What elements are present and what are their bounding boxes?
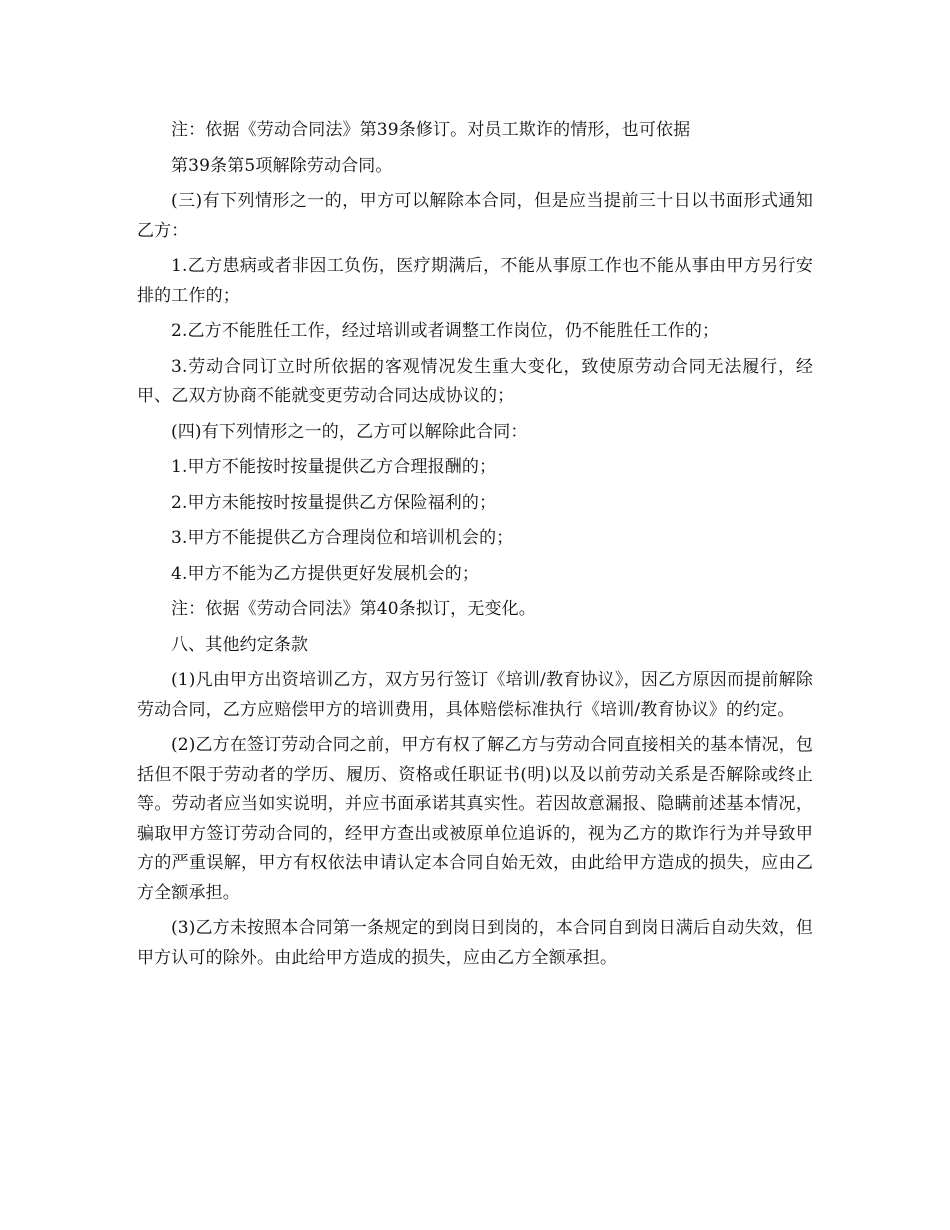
clause-paragraph: (2)乙方在签订劳动合同之前，甲方有权了解乙方与劳动合同直接相关的基本情况，包括但不限于劳动者的学历、履历、资格或任职证书(明)以及以前劳动关系是否解除或终止等。劳动者应当如实说明，并应书面承诺其真实性。若因故意漏报、隐瞒前述基本情况，骗取甲方签订劳动合同的，经甲方查出或被原单位追诉的，视为乙方的欺诈行为并导致甲方的严重误解，甲方有权依法申请认定本合同自始无效，由此给甲方造成的损失，应由乙方全额承担。 — [137, 735, 813, 903]
clause-paragraph: (三)有下列情形之一的，甲方可以解除本合同，但是应当提前三十日以书面形式通知乙方： — [137, 191, 813, 241]
list-item: 2.乙方不能胜任工作，经过培训或者调整工作岗位，仍不能胜任工作的； — [171, 321, 720, 341]
document-body — [137, 116, 813, 979]
clause-paragraph: (3)乙方未按照本合同第一条规定的到岗日到岗的，本合同自到岗日满后自动失效，但甲方认可的除外。由此给甲方造成的损失，应由乙方全额承担。 — [137, 918, 813, 968]
note-continuation: 第39条第5项解除劳动合同。 — [171, 155, 393, 176]
list-item: 1.乙方患病或者非因工负伤，医疗期满后，不能从事原工作也不能从事由甲方另行安排的工作的； — [137, 256, 813, 306]
list-item: 3.劳动合同订立时所依据的客观情况发生重大变化，致使原劳动合同无法履行，经甲、乙双方协商不能就变更劳动合同达成协议的； — [137, 356, 813, 406]
list-item: 1.甲方不能按时按量提供乙方合理报酬的； — [171, 457, 497, 477]
note-paragraph: 注：依据《劳动合同法》第39条修订。对员工欺诈的情形，也可依据 — [171, 120, 691, 140]
clause-paragraph: (1)凡由甲方出资培训乙方，双方另行签订《培训/教育协议》，因乙方原因而提前解除劳动合同，乙方应赔偿甲方的培训费用，具体赔偿标准执行《培训/教育协议》的约定。 — [137, 670, 813, 720]
list-item: 2.甲方未能按时按量提供乙方保险福利的； — [171, 492, 497, 513]
section-heading: 八、其他约定条款 — [171, 634, 309, 655]
list-item: 3.甲方不能提供乙方合理岗位和培训机会的； — [171, 528, 514, 548]
note-paragraph: 注：依据《劳动合同法》第40条拟订，无变化。 — [171, 599, 536, 619]
clause-paragraph: (四)有下列情形之一的，乙方可以解除此合同： — [171, 421, 528, 442]
list-item: 4.甲方不能为乙方提供更好发展机会的； — [171, 563, 480, 584]
